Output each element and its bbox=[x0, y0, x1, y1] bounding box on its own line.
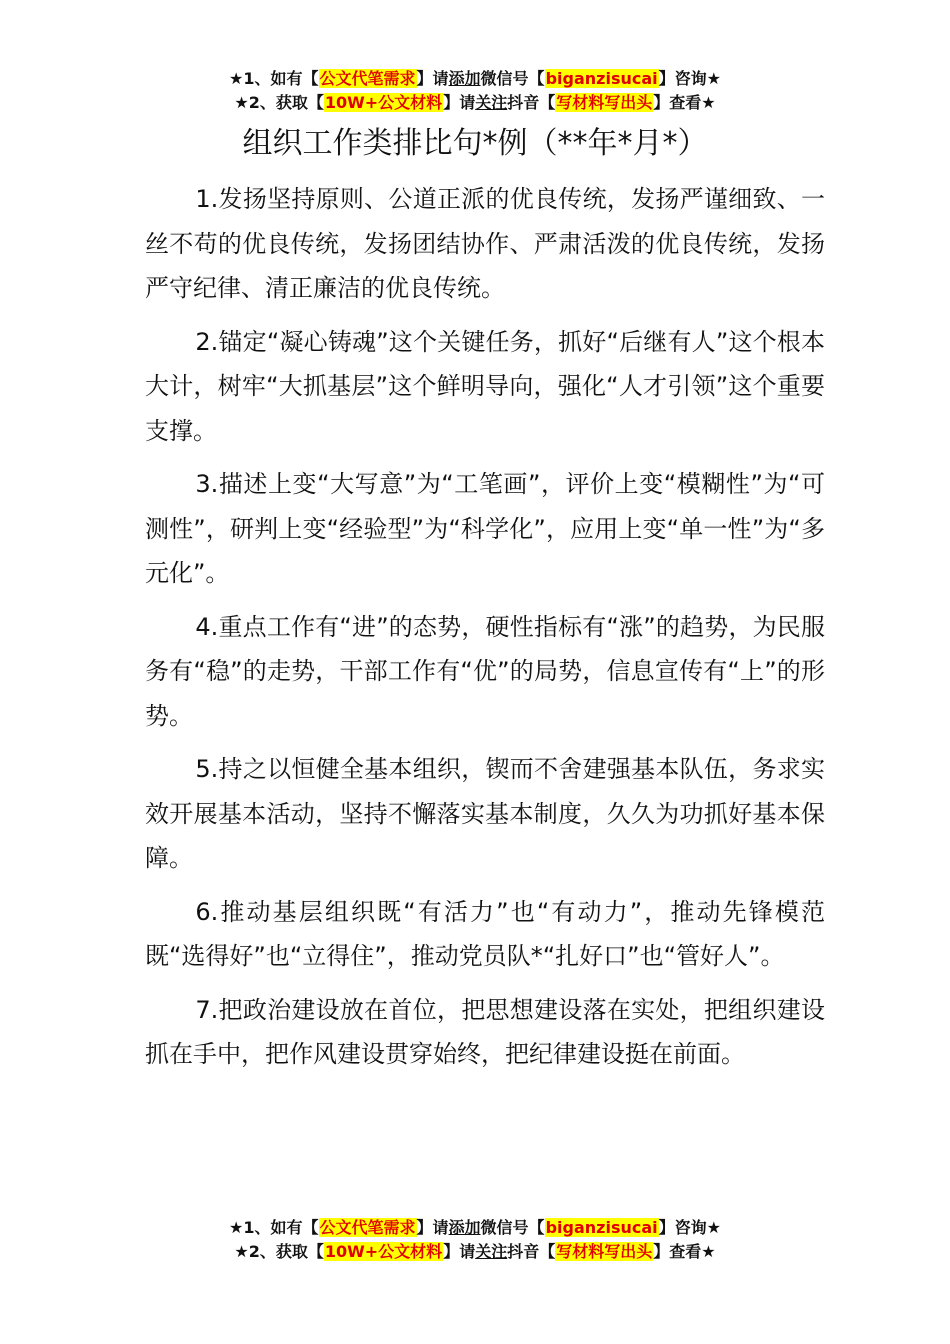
banner-highlight: 公文代笔需求 bbox=[319, 1218, 416, 1237]
banner-highlight: 写材料写出头 bbox=[556, 93, 653, 112]
paragraph-2: 2.锚定“凝心铸魂”这个关键任务，抓好“后继有人”这个根本大计，树牢“大抓基层”这个鲜明导向，强化“人才引领”这个重要支撑。 bbox=[145, 327, 825, 445]
banner-text: 】咨询★ bbox=[658, 1218, 721, 1237]
banner-highlight: 写材料写出头 bbox=[556, 1242, 653, 1261]
banner-line-1 bbox=[0, 67, 950, 91]
banner-text: 微信号【 bbox=[480, 1218, 545, 1237]
banner-line-2 bbox=[0, 91, 950, 115]
paragraph-3: 3.描述上变“大写意”为“工笔画”，评价上变“模糊性”为“可测性”，研判上变“经验型”为“科学化”，应用上变“单一性”为“多元化”。 bbox=[145, 470, 825, 587]
banner-underline: 关注 bbox=[475, 1242, 508, 1261]
banner-line-2 bbox=[0, 1240, 950, 1264]
banner-text: 】查看★ bbox=[653, 1242, 716, 1261]
banner-highlight: 10W+公文材料 bbox=[324, 1242, 443, 1261]
banner-text: 】请 bbox=[443, 93, 476, 112]
banner-underline: 添加 bbox=[448, 1218, 481, 1237]
paragraph-5: 5.持之以恒健全基本组织，锲而不舍建强基本队伍，务求实效开展基本活动，坚持不懈落实基本制度，久久为功抓好基本保障。 bbox=[145, 755, 825, 872]
banner-text: ★2、获取【 bbox=[234, 93, 324, 112]
banner-text: 抖音【 bbox=[507, 93, 556, 112]
banner-text: ★1、如有【 bbox=[229, 1218, 319, 1237]
paragraph-6: 6.推动基层组织既“有活力”也“有动力”，推动先锋模范既“选得好”也“立得住”，推动党员队*“扎好口”也“管好人”。 bbox=[145, 897, 825, 970]
banner-text: 】请 bbox=[443, 1242, 476, 1261]
banner-highlight: biganzisucai bbox=[545, 69, 658, 88]
banner-text: ★2、获取【 bbox=[234, 1242, 324, 1261]
banner-text: 】咨询★ bbox=[658, 69, 721, 88]
paragraph-4: 4.重点工作有“进”的态势，硬性指标有“涨”的趋势，为民服务有“稳”的走势，干部工作有“优”的局势，信息宣传有“上”的形势。 bbox=[145, 612, 825, 730]
banner-text: 抖音【 bbox=[507, 1242, 556, 1261]
document-body bbox=[145, 177, 825, 1086]
top-banner bbox=[0, 67, 950, 115]
banner-text: ★1、如有【 bbox=[229, 69, 319, 88]
banner-highlight: 10W+公文材料 bbox=[324, 93, 443, 112]
banner-text: 】请 bbox=[416, 1218, 449, 1237]
document-title: 组织工作类排比句*例（**年*月*） bbox=[242, 126, 708, 161]
paragraph-1: 1.发扬坚持原则、公道正派的优良传统，发扬严谨细致、一丝不苟的优良传统，发扬团结协作、严肃活泼的优良传统，发扬严守纪律、清正廉洁的优良传统。 bbox=[145, 185, 825, 302]
banner-text: 微信号【 bbox=[480, 69, 545, 88]
banner-underline: 添加 bbox=[448, 69, 481, 88]
paragraph-7: 7.把政治建设放在首位，把思想建设落在实处，把组织建设抓在手中，把作风建设贯穿始终，把纪律建设挺在前面。 bbox=[145, 995, 825, 1068]
banner-text: 】请 bbox=[416, 69, 449, 88]
banner-text: 】查看★ bbox=[653, 93, 716, 112]
banner-line-1 bbox=[0, 1216, 950, 1240]
banner-underline: 关注 bbox=[475, 93, 508, 112]
banner-highlight: biganzisucai bbox=[545, 1218, 658, 1237]
banner-highlight: 公文代笔需求 bbox=[319, 69, 416, 88]
bottom-banner bbox=[0, 1216, 950, 1264]
